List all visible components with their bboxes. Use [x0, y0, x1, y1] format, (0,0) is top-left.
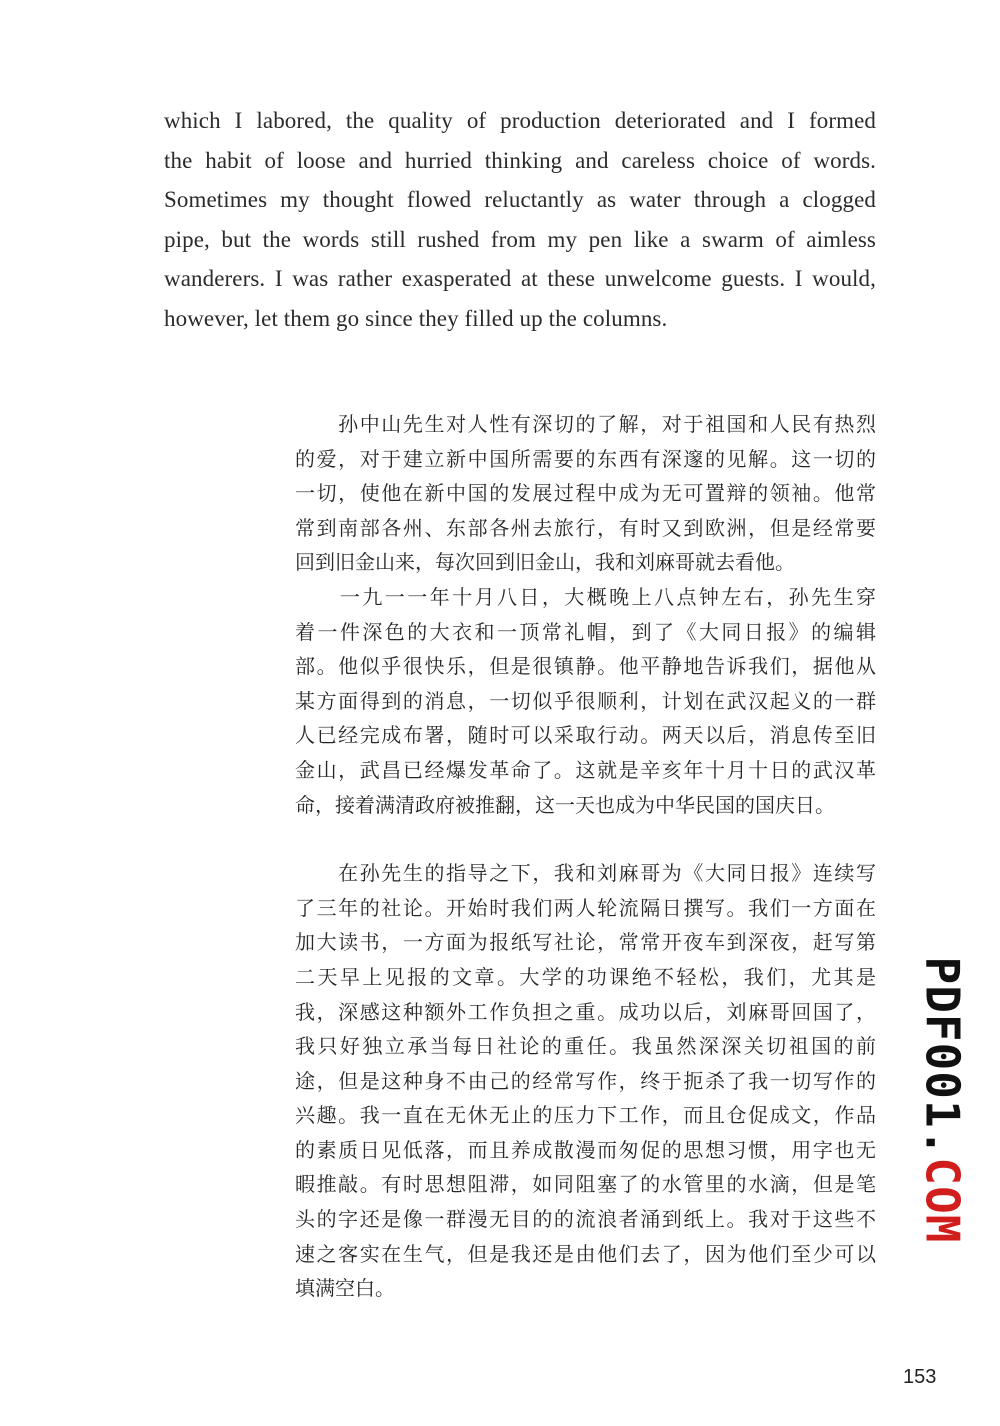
chinese-line: 填满空白。	[295, 1276, 395, 1301]
english-line: Sometimes my thought flowed reluctantly as water through a clogged	[164, 187, 876, 213]
chinese-line: 的素质日见低落，而且养成散漫而匆促的思想习惯，用字也无	[295, 1137, 876, 1162]
chinese-line: 的爱，对于建立新中国所需要的东西有深邃的见解。这一切的	[295, 446, 876, 471]
chinese-paragraph-2	[295, 580, 876, 822]
chinese-line: 我只好独立承当每日社论的重任。我虽然深深关切祖国的前	[295, 1034, 876, 1059]
chinese-line: 金山，武昌已经爆发革命了。这就是辛亥年十月十日的武汉革	[295, 757, 876, 782]
watermark-text-red: COM	[915, 1157, 969, 1244]
chinese-line: 部。他似乎很快乐，但是很镇静。他平静地告诉我们，据他从	[295, 654, 876, 679]
chinese-paragraph-1	[295, 407, 876, 580]
chinese-line: 速之客实在生气，但是我还是由他们去了，因为他们至少可以	[295, 1241, 876, 1266]
english-line: the habit of loose and hurried thinking and careless choice of words.	[164, 147, 876, 173]
chinese-line: 命，接着满清政府被推翻，这一天也成为中华民国的国庆日。	[295, 792, 835, 817]
english-line: however, let them go since they filled up the columns.	[164, 305, 668, 331]
watermark-text	[915, 956, 969, 1244]
chinese-line: 孙中山先生对人性有深切的了解，对于祖国和人民有热烈	[295, 412, 876, 436]
chinese-line: 某方面得到的消息，一切似乎很顺利，计划在武汉起义的一群	[295, 688, 876, 713]
chinese-line: 着一件深色的大衣和一顶常礼帽，到了《大同日报》的编辑	[295, 619, 876, 644]
chinese-line: 我，深感这种额外工作负担之重。成功以后，刘麻哥回国了，	[295, 999, 876, 1024]
english-line: wanderers. I was rather exasperated at these unwelcome guests. I would,	[164, 266, 876, 292]
page-number: 153	[903, 1366, 937, 1388]
chinese-line: 人已经完成布署，随时可以采取行动。两天以后，消息传至旧	[295, 723, 876, 748]
chinese-line: 在孙先生的指导之下，我和刘麻哥为《大同日报》连续写	[295, 861, 876, 886]
chinese-line: 一切，使他在新中国的发展过程中成为无可置辩的领袖。他常	[295, 481, 876, 506]
chinese-line: 回到旧金山来，每次回到旧金山，我和刘麻哥就去看他。	[295, 550, 795, 575]
chinese-line: 二天早上见报的文章。大学的功课绝不轻松，我们，尤其是	[295, 964, 876, 989]
watermark	[905, 956, 979, 1244]
english-line: pipe, but the words still rushed from my pen like a swarm of aimless	[164, 226, 876, 252]
chinese-line: 兴趣。我一直在无休无止的压力下工作，而且仓促成文，作品	[295, 1103, 876, 1128]
chinese-line: 一九一一年十月八日，大概晚上八点钟左右，孙先生穿	[295, 584, 876, 609]
english-paragraph	[164, 101, 876, 339]
english-line: which I labored, the quality of production deteriorated and I formed	[164, 108, 876, 133]
chinese-paragraph-3	[295, 856, 876, 1306]
chinese-line: 加大读书，一方面为报纸写社论，常常开夜车到深夜，赶写第	[295, 930, 876, 955]
chinese-line: 途，但是这种身不由己的经常写作，终于扼杀了我一切写作的	[295, 1068, 876, 1093]
chinese-text-block	[295, 407, 876, 1306]
chinese-line: 了三年的社论。开始时我们两人轮流隔日撰写。我们一方面在	[295, 895, 876, 920]
watermark-text-dark: PDF001.	[915, 956, 969, 1158]
chinese-line: 头的字还是像一群漫无目的的流浪者涌到纸上。我对于这些不	[295, 1207, 876, 1232]
paragraph-spacer	[295, 822, 876, 856]
chinese-line: 常到南部各州、东部各州去旅行，有时又到欧洲，但是经常要	[295, 515, 876, 540]
chinese-line: 暇推敲。有时思想阻滞，如同阻塞了的水管里的水滴，但是笔	[295, 1172, 876, 1197]
